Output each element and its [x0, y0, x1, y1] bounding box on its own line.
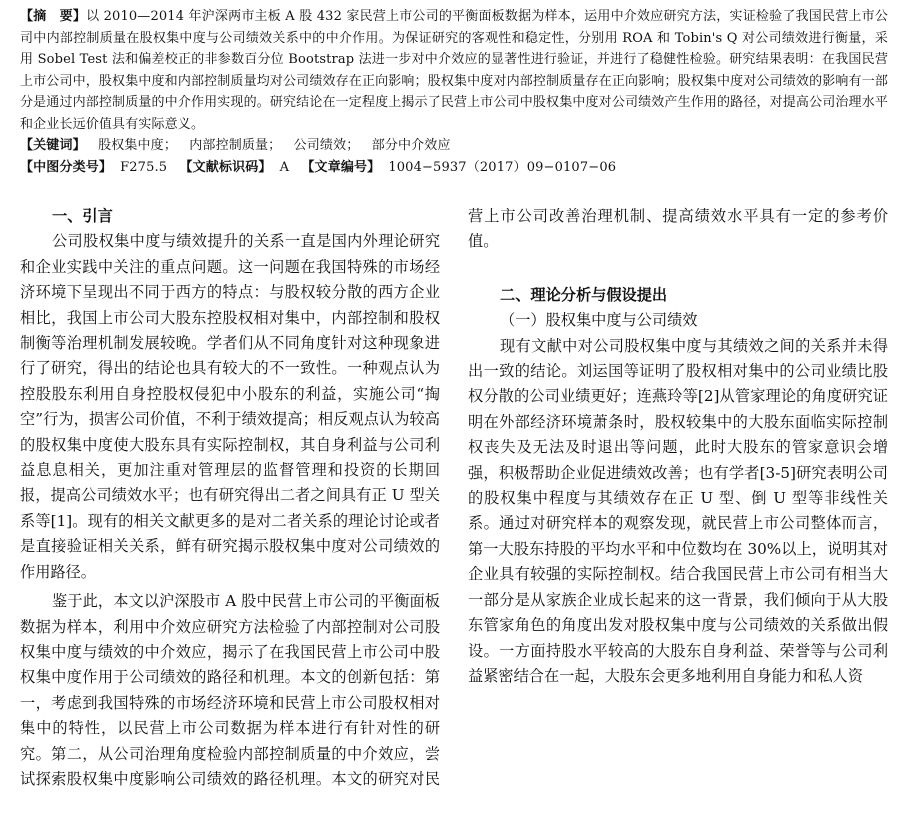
classification-line	[20, 157, 888, 179]
body-paragraph: 公司股权集中度与绩效提升的关系一直是国内外理论研究和企业实践中关注的重点问题。这一问题在我国特殊的市场经济环境下呈现出不同于西方的特点：与股权较分散的西方企业相比，我国上市公司大股东控股权相对集中，内部控制和股权制衡等治理机制发展较晚。学者们从不同角度针对这种现象进行了研究，得出的结论也具有较大的不一致性。一种观点认为控股股东利用自身控股权侵犯中小股东的利益，实施公司“掏空”行为，损害公司价值，不利于绩效提高；相反观点认为较高的股权集中度使大股东具有实际控制权，其自身利益与公司利益息息相关，更加注重对管理层的监督管理和投资的长期回报，提高公司绩效水平；也有研究得出二者之间具有正 U 型关系等[1]。现有的相关文献更多的是对二者关系的理论讨论或者是直接验证相关关系，鲜有研究揭示股权集中度对公司绩效的作用路径。	[20, 232, 440, 581]
subsection-heading: （一）股权集中度与公司绩效	[500, 311, 698, 330]
abstract-label: 【摘 要】	[20, 9, 87, 24]
abstract-text: 以 2010—2014 年沪深两市主板 A 股 432 家民营上市公司的平衡面板数据为样本，运用中介效应研究方法，实证检验了我国民营上市公司中内部控制质量在股权集中度与公司绩效关系中的中介作用。为保证研究的客观性和稳定性，分别用 ROA 和 Tobin's Q 对公司绩效进行衡量，采用 Sobel Test 法和偏差校正的非参数百分位 Bootstrap 法进一步对中介效应的显著性进行验证，并进行了稳健性检验。研究结果表明：在我国民营上市公司中，股权集中度和内部控制质量均对公司绩效存在正向影响；股权集中度对内部控制质量存在正向影响；股权集中度对公司绩效的影响有一部分是通过内部控制质量的中介作用实现的。研究结论在一定程度上揭示了民营上市公司中股权集中度对公司绩效产生作用的路径，对提高公司治理水平和企业长远价值具有实际意义。	[20, 9, 888, 132]
keywords-label: 【关键词】	[20, 138, 86, 153]
body-columns	[20, 204, 888, 809]
body-paragraph: 鉴于此，本文以沪深股市 A 股中民营上市公司的平衡面板数据为样本，利用中介效应研究方法检验了内部控制对公司股权集中度与绩效的中介效应，揭示了在我国民营上市公司中股权集中度作用于公司绩效的路径和机理。本文的创新包括：第一，考虑到我国特殊的市场经济环境和民营上市公司股权相对集中的特性，以民营上市公司数据为样本进行有针对性的研究。第二，从公司治理角度检验内部控制质量的中介效应，尝试探索股权集中度影响公司绩效的路径机理。本文的研究对民营上市公司改善治理机制、提高绩效水平具有一定的参考价值。	[20, 207, 888, 788]
section-heading: 二、理论分析与假设提出	[500, 285, 668, 304]
clc-value: F275.5	[120, 159, 168, 175]
keywords-line	[20, 135, 888, 157]
keyword-item: 内部控制质量；	[189, 138, 282, 153]
article-number-value: 1004−5937（2017）09−0107−06	[388, 159, 617, 175]
keyword-item: 股权集中度；	[98, 138, 177, 153]
section-heading: 一、引言	[52, 207, 113, 225]
doc-code-value: A	[279, 159, 290, 175]
keyword-item: 部分中介效应	[371, 138, 451, 153]
abstract-paragraph	[20, 6, 888, 135]
doc-code-label: 【文献标识码】	[179, 159, 272, 175]
keyword-item: 公司绩效；	[293, 138, 360, 153]
abstract-block	[20, 6, 888, 178]
body-paragraph: 现有文献中对公司股权集中度与其绩效之间的关系并未得出一致的结论。刘运国等证明了股权相对集中的公司业绩比股权分散的公司业绩更好；连燕玲等[2]从管家理论的角度研究证明在外部经济环境萧条时，股权较集中的大股东面临实际控制权丧失及无法及时退出等问题，此时大股东的管家意识会增强，积极帮助企业促进绩效改善；也有学者[3-5]研究表明公司的股权集中程度与其绩效存在正 U 型、倒 U 型等非线性关系。通过对研究样本的观察发现，就民营上市公司整体而言，第一大股东持股的平均水平和中位数均在 30%以上，说明其对企业具有较强的实际控制权。结合我国民营上市公司有相当大一部分是从家族企业成长起来的这一背景，我们倾向于从大股东管家角色的角度出发对股权集中度与公司绩效的关系做出假设。一方面持股水平较高的大股东自身利益、荣誉等与公司利益紧密结合在一起，大股东会更多地利用自身能力和私人资	[468, 336, 888, 685]
clc-label: 【中图分类号】	[20, 159, 113, 175]
article-number-label: 【文章编号】	[301, 159, 381, 175]
